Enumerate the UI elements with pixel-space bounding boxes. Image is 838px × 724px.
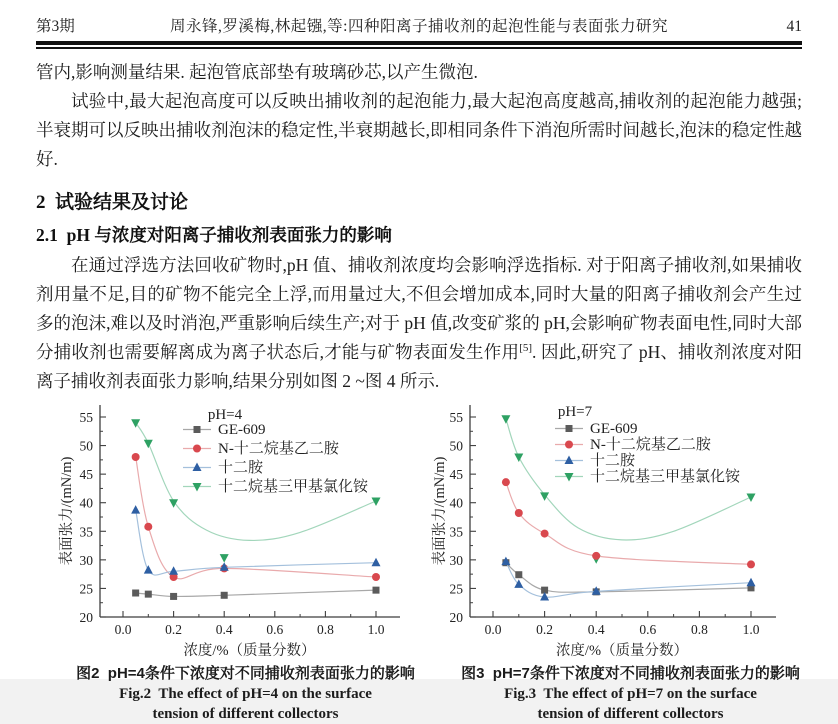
x-tick-label: 1.0 <box>742 622 760 637</box>
figure3-caption-zh: 图3 pH=7条件下浓度对不同捕收剂表面张力的影响 <box>461 665 800 682</box>
citation-ref-5: [5] <box>519 342 533 355</box>
y-tick-label: 45 <box>449 467 463 483</box>
y-tick-label: 30 <box>79 552 93 568</box>
y-axis-label: 表面张力/(mN/m) <box>59 456 75 566</box>
y-tick-label: 55 <box>449 410 463 425</box>
figure-3 <box>433 400 828 724</box>
x-tick-label: 0.8 <box>316 622 334 637</box>
y-tick-label: 20 <box>79 610 93 625</box>
figures-row <box>58 400 802 724</box>
legend-label: 十二烷基三甲基氯化铵 <box>590 469 741 485</box>
y-tick-label: 35 <box>449 524 463 540</box>
figure2-caption-en2: tension of different collectors <box>152 706 339 722</box>
y-tick-label: 25 <box>449 581 463 597</box>
y-tick-label: 25 <box>79 581 93 597</box>
x-tick-label: 0.6 <box>639 622 657 637</box>
figure3-caption-en1: Fig.3 The effect of pH=7 on the surface <box>504 686 757 702</box>
x-tick-label: 0.8 <box>690 622 708 637</box>
series-0 <box>132 587 379 600</box>
header-rule-thick <box>36 41 802 45</box>
figure3-chart <box>433 400 828 662</box>
x-tick-label: 0.4 <box>587 622 605 637</box>
figure2-caption-en1: Fig.2 The effect of pH=4 on the surface <box>119 686 372 702</box>
y-tick-label: 40 <box>449 495 463 511</box>
y-tick-label: 40 <box>79 495 93 511</box>
legend-label: N-十二烷基乙二胺 <box>590 437 711 453</box>
y-tick-label: 50 <box>79 438 93 454</box>
y-tick-label: 55 <box>79 410 93 425</box>
paragraph-foam-test: 试验中,最大起泡高度可以反映出捕收剂的起泡能力,最大起泡高度越高,捕收剂的起泡能力越强;半衰期可以反映出捕收剂泡沫的稳定性,半衰期越长,即相同条件下消泡所需时间越长,泡沫的稳定性越好. <box>36 91 802 169</box>
page-header <box>36 14 802 36</box>
header-rule-thin <box>36 47 802 49</box>
legend-label: 十二胺 <box>218 460 264 476</box>
y-tick-label: 50 <box>449 438 463 454</box>
figure3-caption-en2: tension of different collectors <box>537 706 724 722</box>
figure3-captions <box>433 664 828 724</box>
figure2-chart-container <box>58 400 433 662</box>
x-tick-label: 0.4 <box>215 622 233 637</box>
page-number: 41 <box>786 18 802 35</box>
series-1 <box>502 478 755 568</box>
legend-label: GE-609 <box>590 421 638 437</box>
figure2-chart <box>58 400 433 662</box>
figure2-captions <box>58 664 433 724</box>
axes <box>80 405 401 637</box>
y-tick-label: 30 <box>449 552 463 568</box>
chart-title: pH=4 <box>207 407 243 423</box>
figure2-caption-zh: 图2 pH=4条件下浓度对不同捕收剂表面张力的影响 <box>76 665 415 682</box>
paragraph-discussion-text2: . 因此,研究了 pH、捕收剂浓度对阳离子捕收剂表面张力影响,结果分别如图 2 ~图 4 所示. <box>36 342 803 391</box>
x-tick-label: 0.2 <box>165 622 183 637</box>
x-tick-label: 1.0 <box>367 622 385 637</box>
figure3-chart-container <box>433 400 828 662</box>
y-tick-label: 35 <box>79 524 93 540</box>
y-tick-label: 45 <box>79 467 93 483</box>
legend-label: N-十二烷基乙二胺 <box>218 441 339 457</box>
x-tick-label: 0.0 <box>114 622 132 637</box>
subsection-heading: 2.1 pH 与浓度对阳离子捕收剂表面张力的影响 <box>36 225 392 245</box>
y-axis-label: 表面张力/(mN/m) <box>432 456 448 566</box>
issue-label: 第3期 <box>36 18 75 35</box>
legend <box>555 404 741 485</box>
chart-title: pH=7 <box>557 404 593 420</box>
paragraph-discussion-text: 在通过浮选方法回收矿物时,pH 值、捕收剂浓度均会影响浮选指标. 对于阳离子捕收剂,如果捕收剂用量不足,目的矿物不能完全上浮,而用量过大,不但会增加成本,同时大量的阳离子捕收剂会产生过多的泡沫,难以及时消泡,严重影响后续生产;对于 pH 值,改变矿浆的 pH,会影响矿物表面电性,同时大部分捕收剂也需要解离成为离子状态后,才能与矿物表面发生作用 <box>36 255 802 362</box>
x-tick-label: 0.0 <box>484 622 502 637</box>
x-axis-label: 浓度/%（质量分数） <box>183 643 316 659</box>
legend-label: 十二烷基三甲基氯化铵 <box>218 479 369 495</box>
figure-2 <box>58 400 433 724</box>
paragraph-continuation: 管内,影响测量结果. 起泡管底部垫有玻璃砂芯,以产生微泡. <box>36 62 478 82</box>
x-tick-label: 0.2 <box>536 622 554 637</box>
legend-label: 十二胺 <box>590 453 636 469</box>
paragraph-discussion <box>36 251 802 396</box>
running-title: 周永锋,罗溪梅,林起镪,等:四种阳离子捕收剂的起泡性能与表面张力研究 <box>170 18 668 35</box>
x-axis-label: 浓度/%（质量分数） <box>555 643 689 659</box>
x-tick-label: 0.6 <box>266 622 284 637</box>
y-tick-label: 20 <box>449 610 463 625</box>
legend <box>183 407 369 495</box>
legend-label: GE-609 <box>218 422 266 438</box>
section-heading: 2 试验结果及讨论 <box>36 192 189 213</box>
